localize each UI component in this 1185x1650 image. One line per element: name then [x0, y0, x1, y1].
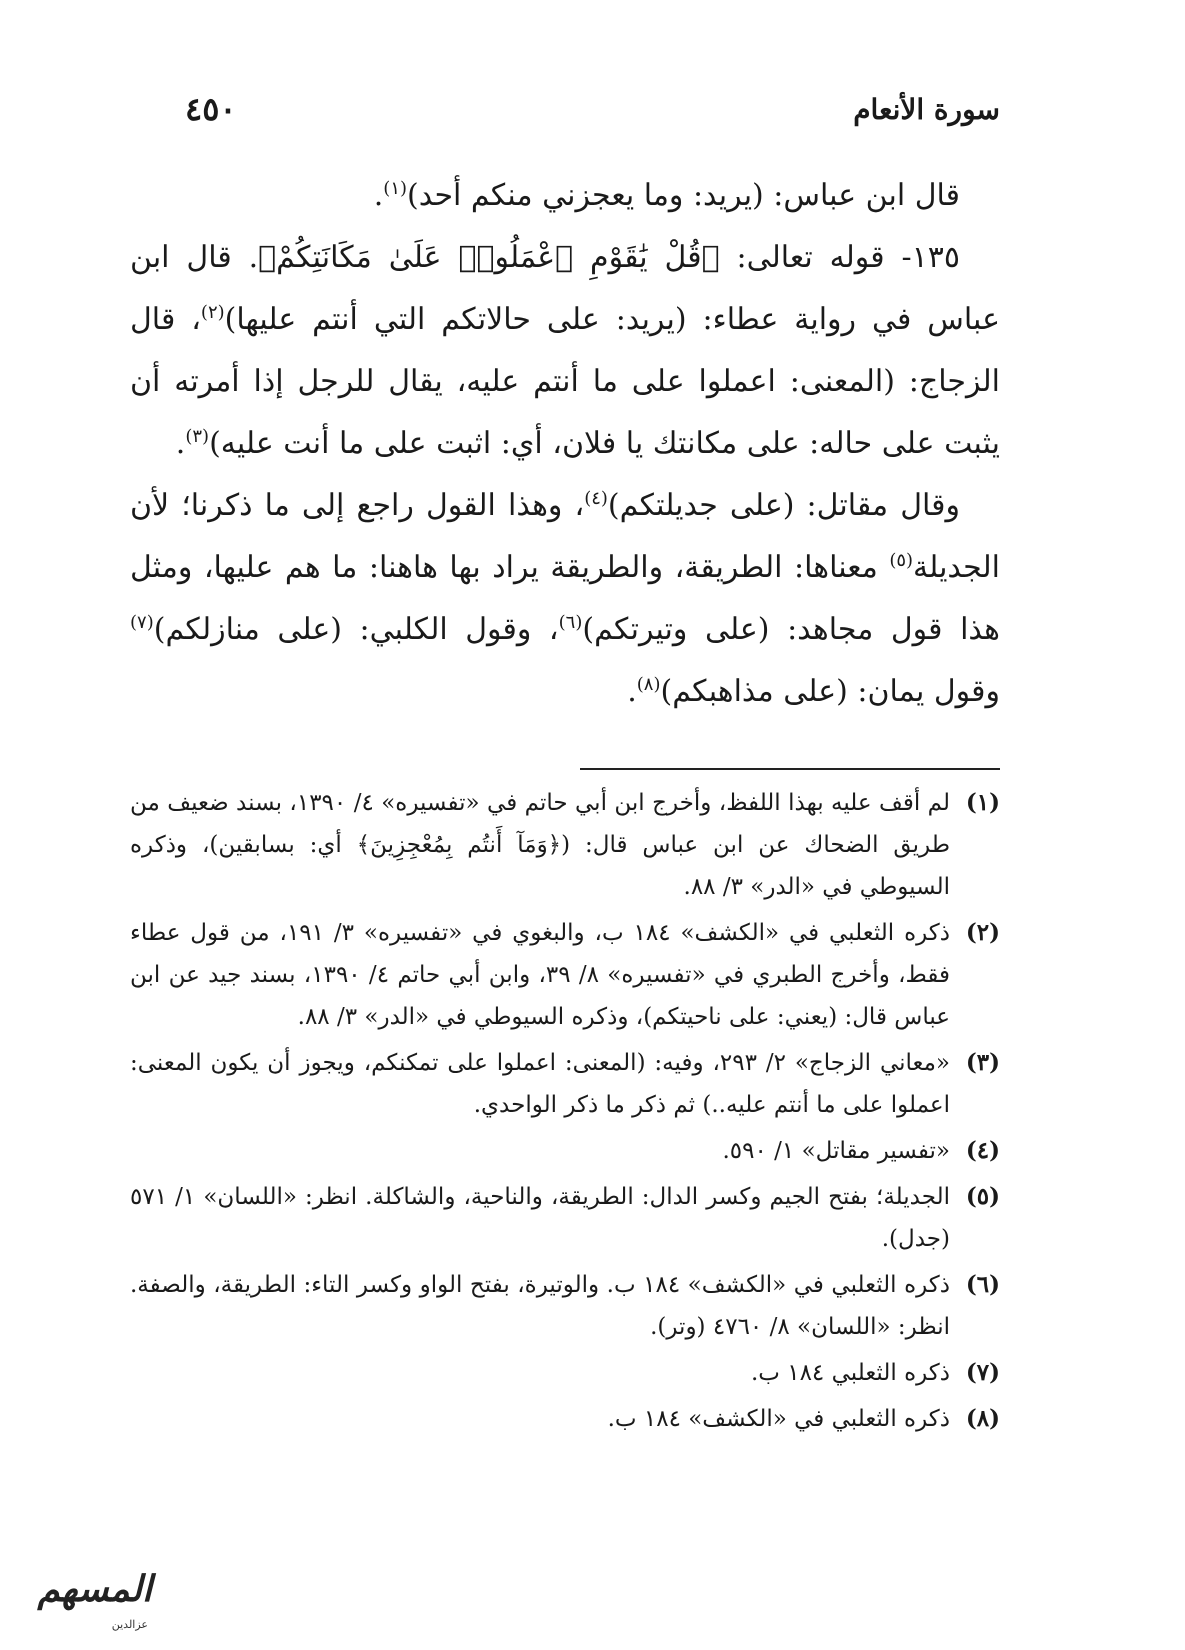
surah-title: سورة الأنعام [853, 92, 1000, 126]
footnote [130, 1352, 1000, 1394]
page-number: ٤٥٠ [185, 90, 237, 128]
footnote-text: ذكره الثعلبي في «الكشف» ١٨٤ ب، والبغوي في «تفسيره» ٣/ ١٩١، من قول عطاء فقط، وأخرج الطبري في «تفسيره» ٨/ ٣٩، وابن أبي حاتم ٤/ ١٣٩٠، بسند جيد عن ابن عباس قال: (يعني: على ناحيتكم)، وذكره السيوطي في «الدر» ٣/ ٨٨. [130, 920, 950, 1030]
quran-verse: ﴿قُلْ يَٰقَوْمِ ٱعْمَلُوا۟ عَلَىٰ مَكَانَتِكُمْ﴾ [258, 240, 720, 275]
publisher-logo [8, 1568, 158, 1638]
footnote-number: (٣) [965, 1049, 1000, 1076]
footnote [130, 1042, 1000, 1126]
footnote-text: «معاني الزجاج» ٢/ ٢٩٣، وفيه: (المعنى: اعملوا على تمكنكم، ويجوز أن يكون المعنى: اعملوا على ما أنتم عليه..) ثم ذكر ما ذكر الواحدي. [130, 1050, 951, 1118]
paragraph-3: وقال مقاتل: (على جديلتكم)$^{(٤)}$، وهذا القول راجع إلى ما ذكرنا؛ لأن الجديلة$^{(٥)}$ معناها: الطريقة، والطريقة يراد بها هاهنا: ما هم عليها، ومثل هذا قول مجاهد: (على وتيرتكم)$^{(٦)}$، وقول الكلبي: (على منازلكم)$^{(٧)}$ وقول يمان: (على مذاهبكم)$^{(٨)}$. [130, 488, 1000, 709]
p3-text-d: ، وقول الكلبي: (على منازلكم) [153, 612, 559, 647]
footnote-number: (٢) [965, 919, 1000, 946]
footnote-text: ذكره الثعلبي في «الكشف» ١٨٤ ب. والوتيرة، بفتح الواو وكسر التاء: الطريقة، والصفة. انظر: «اللسان» ٨/ ٤٧٦٠ (وتر). [130, 1272, 950, 1340]
footnote-number: (٥) [965, 1183, 1000, 1210]
footnote-number: (٤) [965, 1137, 1000, 1164]
p2-text: . قال ابن عباس في رواية عطاء: (يريد: على حالاتكم التي أنتم عليها) [130, 240, 1000, 337]
footnote-number: (١) [965, 789, 1000, 816]
p3-text-e: وقول يمان: (على مذاهبكم) [660, 674, 1000, 709]
footnote-ref: (١) [383, 178, 408, 199]
footnote-number: (٧) [965, 1359, 1000, 1386]
footnote-text: لم أقف عليه بهذا اللفظ، وأخرج ابن أبي حاتم في «تفسيره» ٤/ ١٣٩٠، بسند ضعيف من طريق الضحاك عن ابن عباس قال: (﴿وَمَآ أَنتُم بِمُعْجِزِينَ﴾ أي: بسابقين)، وذكره السيوطي في «الدر» ٣/ ٨٨. [130, 790, 950, 900]
paragraph-2: ١٣٥- قوله تعالى: ﴿قُلْ يَٰقَوْمِ ٱعْمَلُوا۟ عَلَىٰ مَكَانَتِكُمْ﴾. قال ابن عباس في رواية عطاء: (يريد: على حالاتكم التي أنتم عليها)$^{(٢)}$، قال الزجاج: (المعنى: اعملوا على ما أنتم عليه، يقال للرجل إذا أمرته أن يثبت على حاله: على مكانتك يا فلان، أي: اثبت على ما أنت عليه)$^{(٣)}$. [130, 240, 1000, 461]
footnote-divider [580, 768, 1000, 770]
p2-text-cont: ، قال الزجاج: (المعنى: اعملوا على ما أنتم عليه، يقال للرجل إذا أمرته أن يثبت على حاله: على مكانتك يا فلان، أي: اثبت على ما أنت عليه) [130, 302, 1000, 461]
footnote [130, 1176, 1000, 1260]
main-text [130, 165, 1000, 723]
p3-text-c: معناها: الطريقة، والطريقة يراد بها هاهنا: ما هم عليها، ومثل هذا قول مجاهد: (على وتيرتكم) [130, 550, 1000, 647]
footnote [130, 782, 1000, 908]
p1-text: قال ابن عباس: (يريد: وما يعجزني منكم أحد) [407, 178, 960, 213]
p3-text-b: ، وهذا القول راجع إلى ما ذكرنا؛ لأن الجديلة [130, 488, 1000, 585]
footnote-text: الجديلة؛ بفتح الجيم وكسر الدال: الطريقة، والناحية، والشاكلة. انظر: «اللسان» ١/ ٥٧١ (جدل). [130, 1184, 950, 1252]
footnote-text: «تفسير مقاتل» ١/ ٥٩٠. [722, 1138, 950, 1164]
footnote-number: (٦) [965, 1271, 1000, 1298]
p3-text-a: وقال مقاتل: (على جديلتكم) [607, 488, 960, 523]
logo-subtext: عزالدين [111, 1618, 148, 1631]
footnote-ref: (٥) [889, 550, 914, 571]
footnotes [130, 782, 1000, 1444]
footnote-ref: (٨) [636, 674, 661, 695]
footnote-text: ذكره الثعلبي في «الكشف» ١٨٤ ب. [607, 1406, 950, 1432]
footnote-ref: (٣) [185, 426, 210, 447]
logo-word: المسهم [37, 1568, 152, 1610]
footnote [130, 1398, 1000, 1440]
paragraph-1: قال ابن عباس: (يريد: وما يعجزني منكم أحد)$^{(١)}$. [373, 178, 960, 213]
footnote-ref: (٢) [200, 302, 225, 323]
footnote [130, 1130, 1000, 1172]
footnote-ref: (٧) [130, 612, 154, 633]
footnote [130, 912, 1000, 1038]
footnote-ref: (٤) [584, 488, 608, 509]
verse-number-lead: ١٣٥- قوله تعالى: [719, 240, 960, 275]
page-header [185, 84, 1000, 134]
footnote-number: (٨) [965, 1405, 1000, 1432]
footnote-text: ذكره الثعلبي ١٨٤ ب. [750, 1360, 950, 1386]
footnote [130, 1264, 1000, 1348]
footnote-ref: (٦) [558, 612, 583, 633]
